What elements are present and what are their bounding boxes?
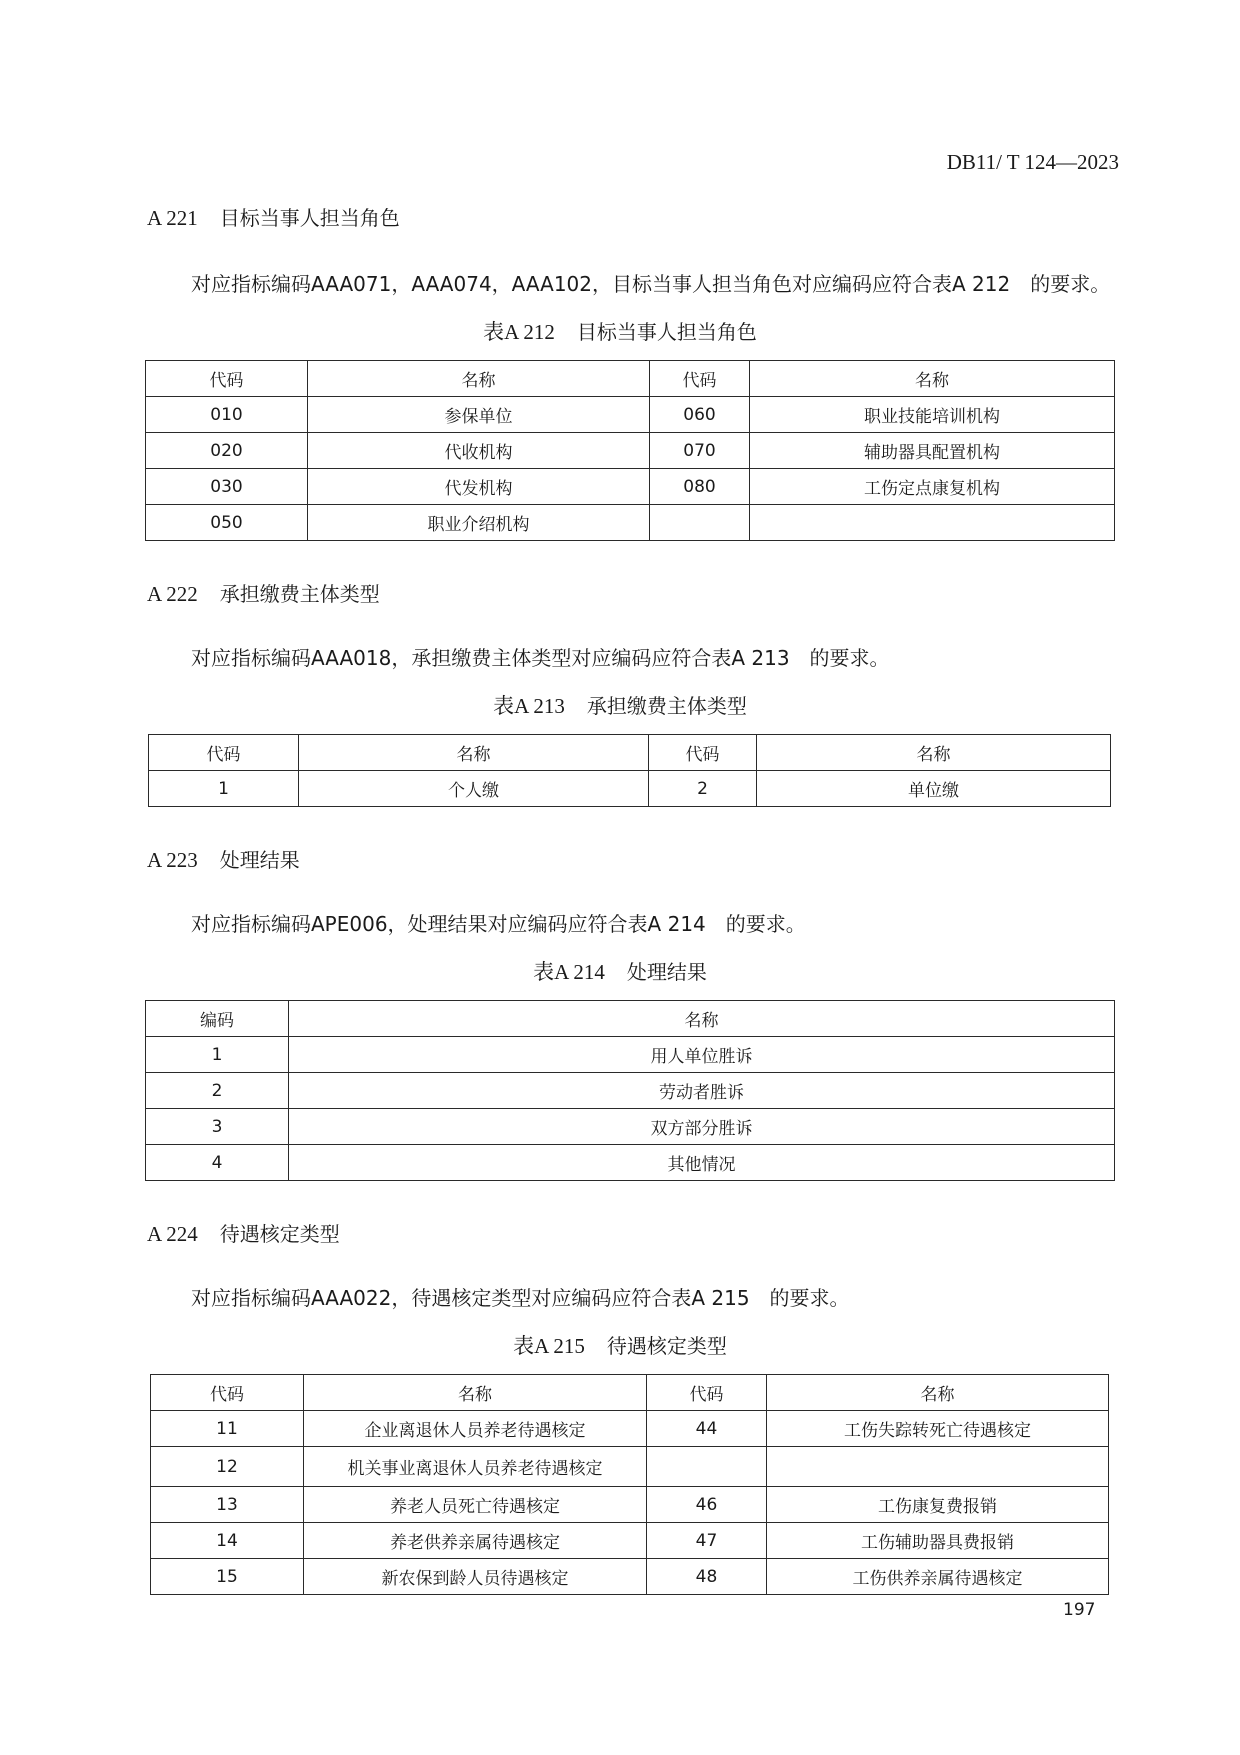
header-cell: 名称 [308, 361, 650, 397]
table-row [146, 1145, 1115, 1181]
table-number: 表A 213 [493, 694, 565, 718]
table-caption [0, 956, 1240, 986]
table-row [146, 397, 1115, 433]
header-cell: 名称 [289, 1001, 1115, 1037]
table-cell: 13 [151, 1487, 304, 1523]
table-cell: 职业技能培训机构 [750, 397, 1115, 433]
table-cell [750, 505, 1115, 541]
header-cell: 代码 [149, 735, 299, 771]
table-cell: 工伤辅助器具费报销 [767, 1523, 1109, 1559]
table-cell: 单位缴 [757, 771, 1111, 807]
table-cell: 2 [146, 1073, 289, 1109]
table-row [146, 1073, 1115, 1109]
table-row [146, 469, 1115, 505]
table-row [151, 1523, 1109, 1559]
table-cell: 工伤康复费报销 [767, 1487, 1109, 1523]
table-cell: 47 [647, 1523, 767, 1559]
section-title: 处理结果 [219, 848, 300, 872]
table-row [151, 1447, 1109, 1487]
table-cell: 工伤供养亲属待遇核定 [767, 1559, 1109, 1595]
table-cell: 劳动者胜诉 [289, 1073, 1115, 1109]
table-cell: 2 [649, 771, 757, 807]
section-number: A 223 [147, 848, 198, 872]
table-title: 待遇核定类型 [606, 1334, 727, 1358]
table-title: 目标当事人担当角色 [576, 320, 757, 344]
header-cell: 名称 [299, 735, 649, 771]
table-title: 处理结果 [626, 960, 707, 984]
header-cell: 代码 [647, 1375, 767, 1411]
table-cell [650, 505, 750, 541]
table-cell: 代收机构 [308, 433, 650, 469]
table-cell: 其他情况 [289, 1145, 1115, 1181]
section-paragraph: 对应指标编码AAA022，待遇核定类型对应编码应符合表A 215 的要求。 [191, 1286, 850, 1310]
section-heading [147, 578, 380, 607]
table-cell: 48 [647, 1559, 767, 1595]
table-cell: 个人缴 [299, 771, 649, 807]
header-cell: 代码 [151, 1375, 304, 1411]
table-header-row [149, 735, 1111, 771]
table-cell: 030 [146, 469, 308, 505]
table-cell [647, 1447, 767, 1487]
data-table [150, 1374, 1109, 1595]
table-header-row [146, 361, 1115, 397]
table-cell: 参保单位 [308, 397, 650, 433]
table-row [146, 505, 1115, 541]
table-cell: 工伤失踪转死亡待遇核定 [767, 1411, 1109, 1447]
page-number: 197 [1063, 1600, 1096, 1620]
table-cell [767, 1447, 1109, 1487]
table-cell: 用人单位胜诉 [289, 1037, 1115, 1073]
header-cell: 名称 [750, 361, 1115, 397]
table-cell: 机关事业离退休人员养老待遇核定 [304, 1447, 647, 1487]
table-number: 表A 215 [513, 1334, 585, 1358]
table-cell: 企业离退休人员养老待遇核定 [304, 1411, 647, 1447]
section-heading [147, 1218, 340, 1247]
header-cell: 名称 [757, 735, 1111, 771]
table-cell: 11 [151, 1411, 304, 1447]
table-cell: 1 [149, 771, 299, 807]
section-paragraph: 对应指标编码AAA071，AAA074，AAA102，目标当事人担当角色对应编码应符合表A 212 的要求。 [191, 272, 1111, 296]
table-cell: 070 [650, 433, 750, 469]
section-title: 待遇核定类型 [219, 1222, 340, 1246]
table-cell: 12 [151, 1447, 304, 1487]
table-number: 表A 212 [483, 320, 555, 344]
data-table [145, 1000, 1115, 1181]
table-cell: 010 [146, 397, 308, 433]
header-cell: 代码 [146, 361, 308, 397]
section-number: A 224 [147, 1222, 198, 1246]
section-title: 目标当事人担当角色 [219, 206, 400, 230]
table-cell: 3 [146, 1109, 289, 1145]
table-cell: 060 [650, 397, 750, 433]
section-heading [147, 844, 300, 873]
table-cell: 4 [146, 1145, 289, 1181]
table-cell: 新农保到龄人员待遇核定 [304, 1559, 647, 1595]
table-cell: 工伤定点康复机构 [750, 469, 1115, 505]
table-cell: 080 [650, 469, 750, 505]
table-row [146, 1109, 1115, 1145]
data-table [145, 360, 1115, 541]
table-row [151, 1411, 1109, 1447]
table-cell: 代发机构 [308, 469, 650, 505]
section-paragraph: 对应指标编码AAA018，承担缴费主体类型对应编码应符合表A 213 的要求。 [191, 646, 890, 670]
table-cell: 050 [146, 505, 308, 541]
table-cell: 双方部分胜诉 [289, 1109, 1115, 1145]
section-number: A 221 [147, 206, 198, 230]
data-table [148, 734, 1111, 807]
section-title: 承担缴费主体类型 [219, 582, 380, 606]
table-cell: 15 [151, 1559, 304, 1595]
table-cell: 44 [647, 1411, 767, 1447]
table-caption [0, 690, 1240, 720]
header-cell: 名称 [304, 1375, 647, 1411]
table-title: 承担缴费主体类型 [586, 694, 747, 718]
table-cell: 1 [146, 1037, 289, 1073]
table-number: 表A 214 [533, 960, 605, 984]
table-caption [0, 1330, 1240, 1360]
table-row [151, 1487, 1109, 1523]
table-row [146, 1037, 1115, 1073]
table-row [146, 433, 1115, 469]
section-number: A 222 [147, 582, 198, 606]
table-cell: 养老供养亲属待遇核定 [304, 1523, 647, 1559]
table-header-row [146, 1001, 1115, 1037]
table-cell: 020 [146, 433, 308, 469]
table-cell: 14 [151, 1523, 304, 1559]
table-caption [0, 316, 1240, 346]
header-cell: 编码 [146, 1001, 289, 1037]
section-paragraph: 对应指标编码APE006，处理结果对应编码应符合表A 214 的要求。 [191, 912, 806, 936]
header-cell: 名称 [767, 1375, 1109, 1411]
document-code: DB11/ T 124—2023 [946, 150, 1119, 174]
table-cell: 职业介绍机构 [308, 505, 650, 541]
header-cell: 代码 [650, 361, 750, 397]
table-row [149, 771, 1111, 807]
table-cell: 46 [647, 1487, 767, 1523]
table-cell: 辅助器具配置机构 [750, 433, 1115, 469]
table-cell: 养老人员死亡待遇核定 [304, 1487, 647, 1523]
section-heading [147, 202, 400, 231]
table-row [151, 1559, 1109, 1595]
header-cell: 代码 [649, 735, 757, 771]
table-header-row [151, 1375, 1109, 1411]
